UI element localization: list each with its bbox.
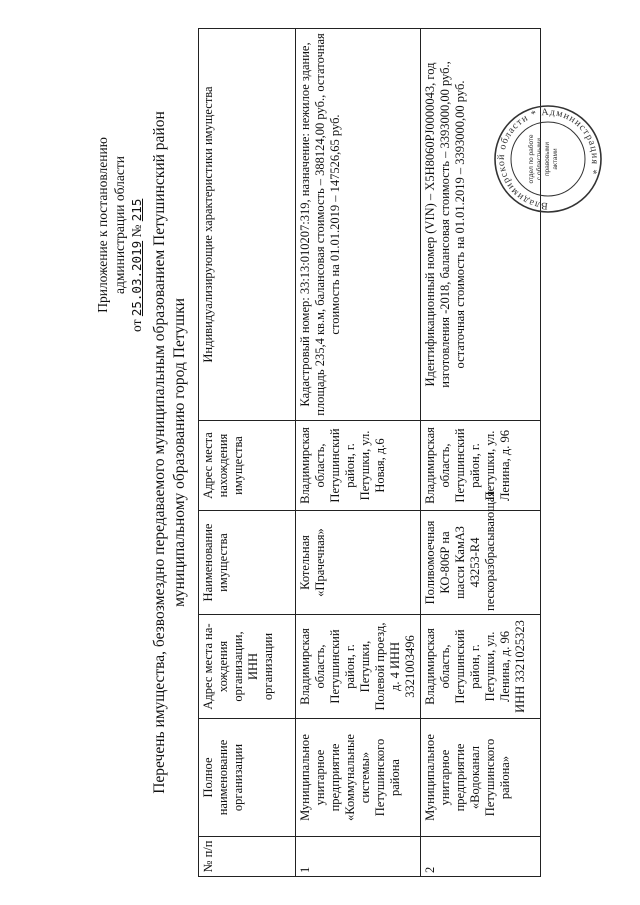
property-name-cell: Поливомоечная КО-806Р на шасси КамАЗ 43253-R4 пескоразбрасывающая: [421, 511, 541, 615]
appendix-header: [94, 110, 145, 340]
appendix-line1: Приложение к постановлению: [95, 137, 110, 313]
title-line1: Перечень имущества, безвозмездно передаваемого муниципальным образованием Петушинский район: [151, 111, 168, 794]
property-address-cell: Владимирская область, Петушинский район, г. Петушки, ул. Новая, д.6: [296, 421, 421, 511]
table-header-row: [199, 29, 296, 877]
document-title: [150, 30, 190, 875]
org-address-cell: Владимирская область, Петушинский район, г. Петушки, Полевой проезд, д. 4 ИНН 3321003496: [296, 615, 421, 719]
table-row: [296, 29, 421, 877]
row-number: 1: [296, 837, 421, 877]
title-line2: муниципальному образованию город Петушки: [171, 298, 188, 607]
decree-reference: [128, 110, 145, 340]
property-address-cell: Владимирская область, Петушинский район, г. Петушки, ул. Ленина, д. 96: [421, 421, 541, 511]
header-number: № п/п: [199, 837, 296, 877]
characteristics-cell: Идентификационный номер (VIN) – X5H8060PJ0000043, год изготовления -2018, балансовая стоимость – 3393000,00 руб., остаточная стоимость на 01.01.2019 – 3393000,00 руб.: [421, 29, 541, 421]
number-label: №: [129, 224, 144, 238]
header-org-address: Адрес места на-хождения организации, ИНН организации: [199, 615, 296, 719]
header-characteristics: Индивидуализирующие характеристики имущества: [199, 29, 296, 421]
characteristics-cell: Кадастровый номер: 33:13:010207:319, назначение: нежилое здание, площадь 235,4 кв.м, балансовая стоимость – 388124,00 руб., остаточная стоимость на 01.01.2019 – 147526,65 руб.: [296, 29, 421, 421]
decree-date: 25.03.2019: [129, 240, 144, 317]
header-property-name: Наименование имущества: [199, 511, 296, 615]
decree-number: 215: [129, 198, 144, 222]
official-stamp: [492, 103, 604, 215]
from-label: от: [129, 319, 144, 332]
header-property-address: Адрес места нахождения имущества: [199, 421, 296, 511]
header-org-name: Полное наименование организации: [199, 719, 296, 837]
org-name-cell: Муниципальное унитарное предприятие «Коммунальные системы» Петушинского района: [296, 719, 421, 837]
stamp-ring-text: Владимирской области * Администрация *: [495, 106, 601, 212]
org-address-cell: Владимирская область, Петушинский район, г. Петушки, ул. Ленина, д. 96 ИНН 3321025323: [421, 615, 541, 719]
property-name-cell: Котельная «Прачечная»: [296, 511, 421, 615]
stamp-inner-text: отдел по работе с областными правовыми актами: [528, 134, 559, 184]
appendix-line2: администрации области: [112, 155, 127, 295]
row-number: 2: [421, 837, 541, 877]
org-name-cell: Муниципальное унитарное предприятие «Водоканал Петушинского района»: [421, 719, 541, 837]
property-table: [198, 28, 541, 877]
